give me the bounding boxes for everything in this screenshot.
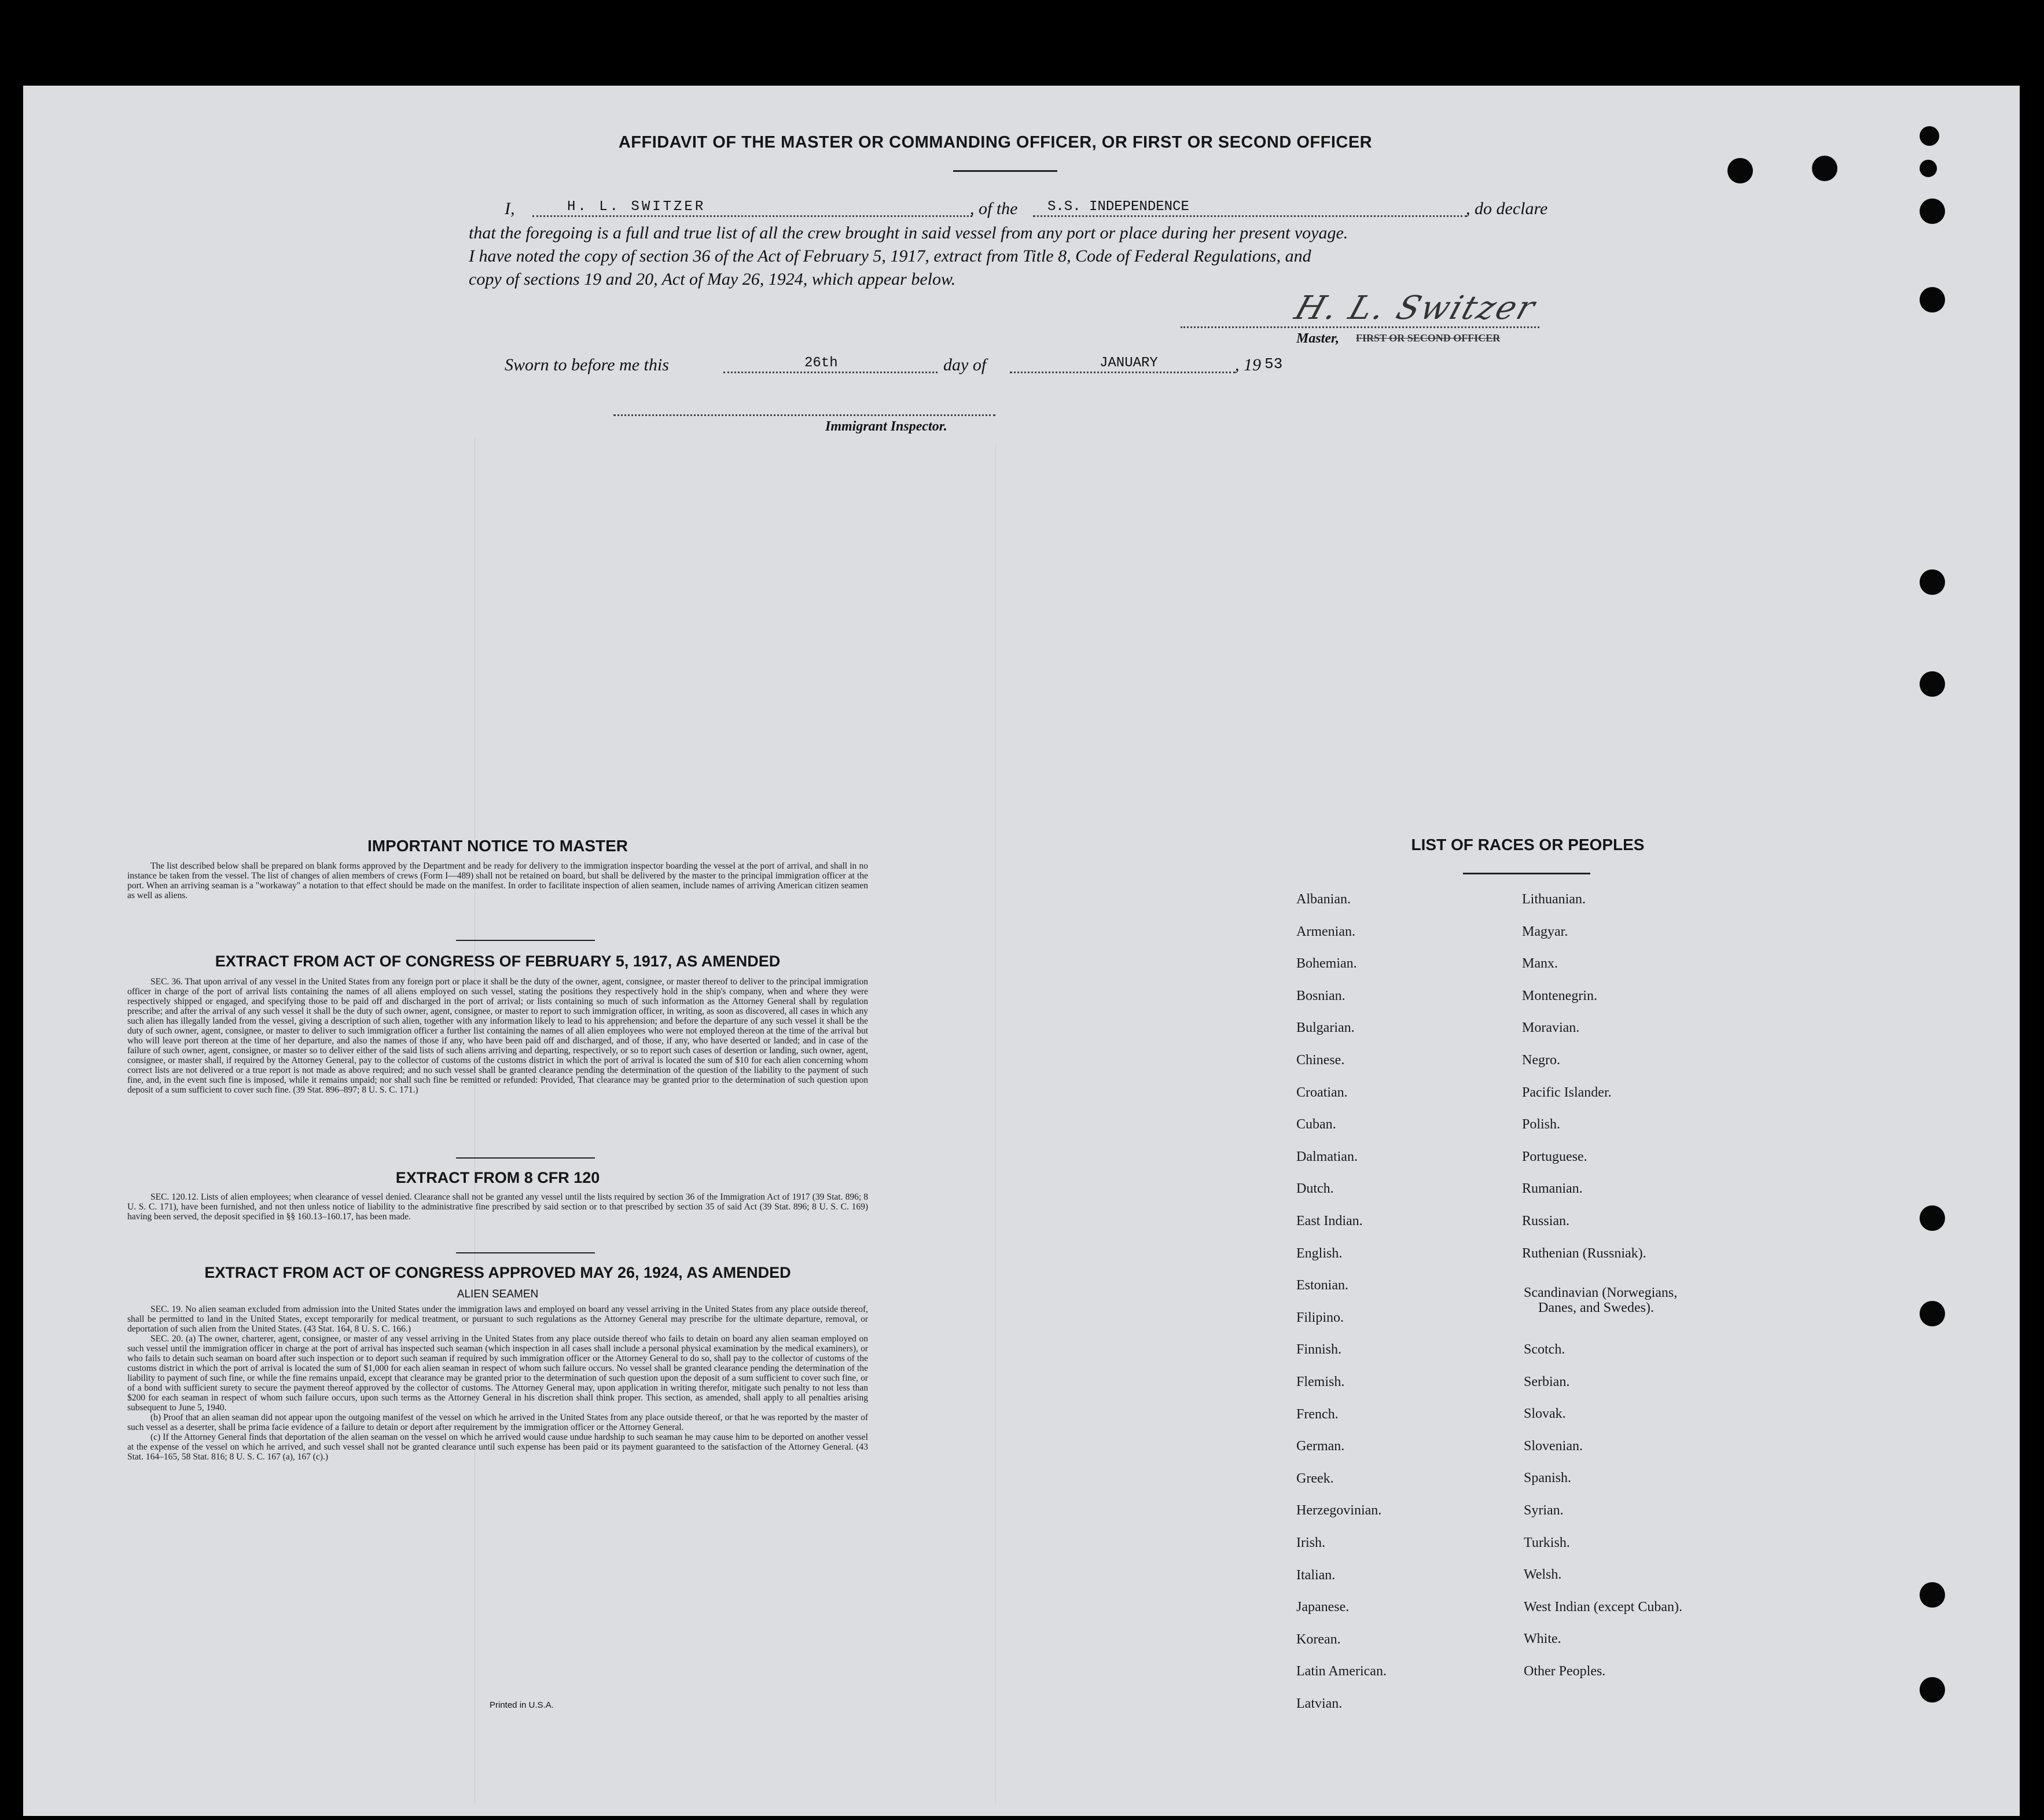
race-item: Montenegrin. [1522,988,1597,1003]
race-item: Danes, and Swedes). [1538,1300,1654,1315]
race-item: Syrian. [1524,1503,1564,1518]
vessel-line [1033,215,1467,217]
race-item: Portuguese. [1522,1149,1587,1164]
printed-in-usa: Printed in U.S.A. [490,1700,554,1710]
punch-hole [1920,198,1945,224]
title-rule [953,170,1057,172]
punch-hole [1727,158,1753,183]
race-item: Polish. [1522,1117,1561,1132]
race-item: Italian. [1296,1568,1336,1583]
race-item: Ruthenian (Russniak). [1522,1246,1646,1261]
race-item: Russian. [1522,1214,1570,1229]
struck-officer-text: FIRST OR SECOND OFFICER [1356,332,1501,344]
race-item: English. [1296,1246,1343,1261]
race-item: Other Peoples. [1524,1664,1606,1679]
race-item: French. [1296,1407,1339,1422]
race-item: Scandinavian (Norwegians, [1524,1285,1678,1300]
declaration-i: I, [505,199,515,218]
race-item: Greek. [1296,1471,1334,1486]
master-label: Master, [1296,331,1340,346]
race-item: Chinese. [1296,1053,1345,1068]
races-title: LIST OF RACES OR PEOPLES [1411,836,1645,854]
race-item: White. [1524,1631,1561,1646]
day-of-label: day of [943,355,987,374]
race-item: Croatian. [1296,1085,1348,1100]
race-item: Latin American. [1296,1664,1387,1679]
notice-text: The list described below shall be prepared on blank forms approved by the Department and be ready for delivery to the immigration inspector boarding the vessel at the port of arrival, and shall in no instance be taken from the vessel. The list of changes of alien members of crews (Form I—489) shall not be retained on board, but shall be delivered by the master to the principal immigration officer at the port. When an arriving seaman is a "workaway" a notation to that effect should be made on the manifest. In order to facilitate inspection of alien seamen, include names of arriving American citizen seamen as well as aliens. [127,861,868,900]
inspector-label: Immigrant Inspector. [825,419,947,434]
of-the-label: , of the [970,199,1018,218]
punch-hole [1920,1301,1945,1326]
affidavit-title: AFFIDAVIT OF THE MASTER OR COMMANDING OFFICER, OR FIRST OR SECOND OFFICER [618,133,1373,152]
sworn-day: 26th [804,355,838,371]
race-item: Spanish. [1524,1470,1572,1486]
race-item: Bulgarian. [1296,1020,1355,1035]
declaration-line-3: I have noted the copy of section 36 of the Act of February 5, 1917, extract from Title 8, Code of Federal Regulations, and [469,247,1311,266]
do-declare-label: , do declare [1466,199,1548,218]
declaration-line-4: copy of sections 19 and 20, Act of May 26, 1924, which appear below. [469,270,956,289]
punch-hole [1920,126,1939,146]
sec-20c-text: (c) If the Attorney General finds that deportation of the alien seaman on the vessel on which he arrived would cause undue hardship to such seaman he may cause him to be deported on another vessel at the expense of the vessel on which he arrived, and such vessel shall not be granted clearance until such expense has been paid or its payment guaranteed to the satisfaction of the Attorney General. (43 Stat. 164–165, 58 Stat. 816; 8 U. S. C. 167 (a), 167 (c).) [127,1432,868,1462]
race-item: Slovak. [1524,1406,1566,1421]
section-rule [456,940,595,941]
race-item: Bohemian. [1296,956,1357,971]
race-item: West Indian (except Cuban). [1524,1600,1682,1615]
extract-cfr-body [127,1192,868,1222]
section-rule [456,1157,595,1159]
race-item: Flemish. [1296,1374,1345,1389]
race-item: Moravian. [1522,1020,1580,1035]
race-item: Korean. [1296,1632,1341,1647]
section-rule [456,1252,595,1253]
extract-cfr-title: EXTRACT FROM 8 CFR 120 [395,1169,600,1186]
name-line [532,215,972,217]
race-item: Slovenian. [1524,1439,1583,1454]
month-line [1010,372,1236,373]
race-item: Estonian. [1296,1278,1348,1293]
race-item: Rumanian. [1522,1181,1583,1196]
race-item: Dalmatian. [1296,1149,1358,1164]
race-item: Lithuanian. [1522,892,1586,907]
sworn-month: JANUARY [1100,355,1158,371]
signature: H. L. Switzer [1290,289,1541,327]
declaration-line-2: that the foregoing is a full and true list of all the crew brought in said vessel from any port or place during her present voyage. [469,223,1348,242]
extract-1924-body [127,1304,868,1462]
notice-title: IMPORTANT NOTICE TO MASTER [367,837,628,855]
punch-hole [1920,671,1945,697]
punch-hole [1920,569,1945,595]
punch-hole [1920,1677,1945,1703]
form-page [23,86,2020,1816]
sec-20a-text: SEC. 20. (a) The owner, charterer, agent, consignee, or master of any vessel arriving in the United States from any place outside thereof who fails to detain on board any alien seaman employed on such vessel until the immigration officer in charge at the port of arrival has inspected such seaman (which inspection in all cases shall include a personal physical examination by the medical examiners), or who fails to detain such seaman on board after such inspection or to deport such seaman if required by such immigration officer or the Attorney General to do so, shall pay to the collector of customs of the customs district in which the port of arrival is located the sum of $1,000 for each alien seaman in respect of whom such failure occurs. No vessel shall be granted clearance pending the determination of the liability to payment of such fine, or while the fine remains unpaid, except that clearance may be granted prior to the determination of such question upon the deposit of a sum sufficient to cover such fine, or of a bond with sufficient surety to secure the payment thereof approved by the collector of customs. The Attorney General may, upon application in writing therefor, mitigate such penalty to not less than $200 for each seaman in respect of whom such failure occurs, upon such terms as the Attorney General in his discretion shall think proper. This section, as amended, shall apply to all penalties arising subsequent to June 5, 1940. [127,1334,868,1413]
sec-20b-text: (b) Proof that an alien seaman did not appear upon the outgoing manifest of the vessel on which he arrived in the United States from any place outside thereof, or that he was reported by the master of such vessel as a deserter, shall be prima facie evidence of a failure to detain or deport after requirement by the immigration officer or the Attorney General. [127,1413,868,1432]
alien-seamen-subtitle: ALIEN SEAMEN [457,1288,539,1300]
race-item: Dutch. [1296,1181,1334,1196]
race-item: Finnish. [1296,1342,1342,1357]
race-item: Albanian. [1296,892,1351,907]
year-prefix: , 19 [1235,355,1261,374]
race-item: Serbian. [1524,1374,1570,1389]
race-item: Manx. [1522,956,1558,971]
race-item: Bosnian. [1296,988,1345,1003]
punch-hole [1920,160,1937,177]
extract-1917-title: EXTRACT FROM ACT OF CONGRESS OF FEBRUARY 5, 1917, AS AMENDED [215,953,781,970]
race-item: Latvian. [1296,1696,1343,1711]
sec-19-text: SEC. 19. No alien seaman excluded from admission into the United States under the immigration laws and employed on board any vessel arriving in the United States from any place outside thereof, shall be permitted to land in the United States, except temporarily for medical treatment, or pursuant to such regulations as the Attorney General may prescribe for the ultimate departure, removal, or deportation of such alien from the United States. (43 Stat. 164, 8 U. S. C. 166.) [127,1304,868,1334]
race-item: Herzegovinian. [1296,1503,1382,1518]
race-item: Scotch. [1524,1342,1565,1357]
race-item: Pacific Islander. [1522,1085,1612,1100]
race-item: German. [1296,1439,1345,1454]
race-item: Negro. [1522,1053,1560,1068]
extract-1924-title: EXTRACT FROM ACT OF CONGRESS APPROVED MAY 26, 1924, AS AMENDED [204,1264,791,1281]
column-guide [995,444,996,1804]
day-line [723,372,938,373]
race-item: Cuban. [1296,1117,1336,1132]
punch-hole [1920,287,1945,312]
punch-hole [1920,1205,1945,1231]
race-item: Armenian. [1296,924,1355,939]
extract-1917-body [127,977,868,1095]
race-item: Irish. [1296,1535,1325,1550]
sworn-prefix: Sworn to before me this [505,355,669,374]
vessel-name: S.S. INDEPENDENCE [1047,199,1189,215]
sec-120-text: SEC. 120.12. Lists of alien employees; when clearance of vessel denied. Clearance shall not be granted any vessel until the lists required by section 36 of the Immigration Act of 1917 (39 Stat. 896; 8 U. S. C. 171), have been furnished, and not then unless notice of liability to the administrative fine prescribed by said section or to that prescribed by section 35 of said Act (39 Stat. 896; 8 U. S. C. 169) having been served, the deposit specified in §§ 160.13–160.17, has been made. [127,1192,868,1222]
punch-hole [1920,1582,1945,1608]
race-item: Turkish. [1524,1535,1570,1550]
master-name: H. L. SWITZER [567,199,706,215]
notice-body [127,861,868,900]
race-item: Japanese. [1296,1600,1350,1615]
race-item: East Indian. [1296,1214,1363,1229]
race-item: Welsh. [1524,1567,1562,1582]
races-title-rule [1463,873,1590,874]
punch-hole [1812,156,1837,181]
sworn-year: 53 [1264,355,1283,373]
race-item: Filipino. [1296,1310,1344,1325]
inspector-line [613,414,995,416]
race-item: Magyar. [1522,924,1568,939]
sec-36-text: SEC. 36. That upon arrival of any vessel in the United States from any foreign port or place it shall be the duty of the owner, agent, consignee, or master thereof to deliver to the principal immigration officer in charge of the port of arrival lists containing the names of all aliens employed on such vessel, stating the positions they respectively hold in the ship's company, when and where they were respectively shipped or engaged, and specifying those to be paid off and discharged in the port of arrival; or lists containing so much of such information as the Attorney General shall by regulation prescribe; and after the arrival of any such vessel it shall be the duty of such owner, agent, consignee, or master to report to such immigration officer, in writing, as soon as discovered, all cases in which any such alien has illegally landed from the vessel, giving a description of such alien, together with any information likely to lead to his apprehension; and before the departure of any such vessel it shall be the duty of such owner, agent, consignee, or master to deliver to such immigration officer a further list containing the names of all alien employees who were not employed thereon at the time of the arrival but who will leave port thereon at the time of her departure, and also the names of those if any, who have been paid off and discharged, and of those, if any, who have deserted or landed; and in case of the failure of such owner, agent, consignee, or master so to deliver either of the said lists of such aliens arriving and departing, respectively, or so to report such cases of desertion or landing, such owner, agent, consignee, or master shall, if required by the Attorney General, pay to the collector of customs of the customs district in which the port of arrival is located the sum of $10 for each alien concerning whom correct lists are not delivered or a true report is not made as above required; and no such vessel shall be granted clearance pending the determination of the question of the liability to the payment of such fine, and, in the event such fine is imposed, while it remains unpaid; nor shall such fine be remitted or refunded: Provided, That clearance may be granted prior to the determination of such question upon deposit of a sum sufficient to cover such fine. (39 Stat. 896–897; 8 U. S. C. 171.) [127,977,868,1095]
